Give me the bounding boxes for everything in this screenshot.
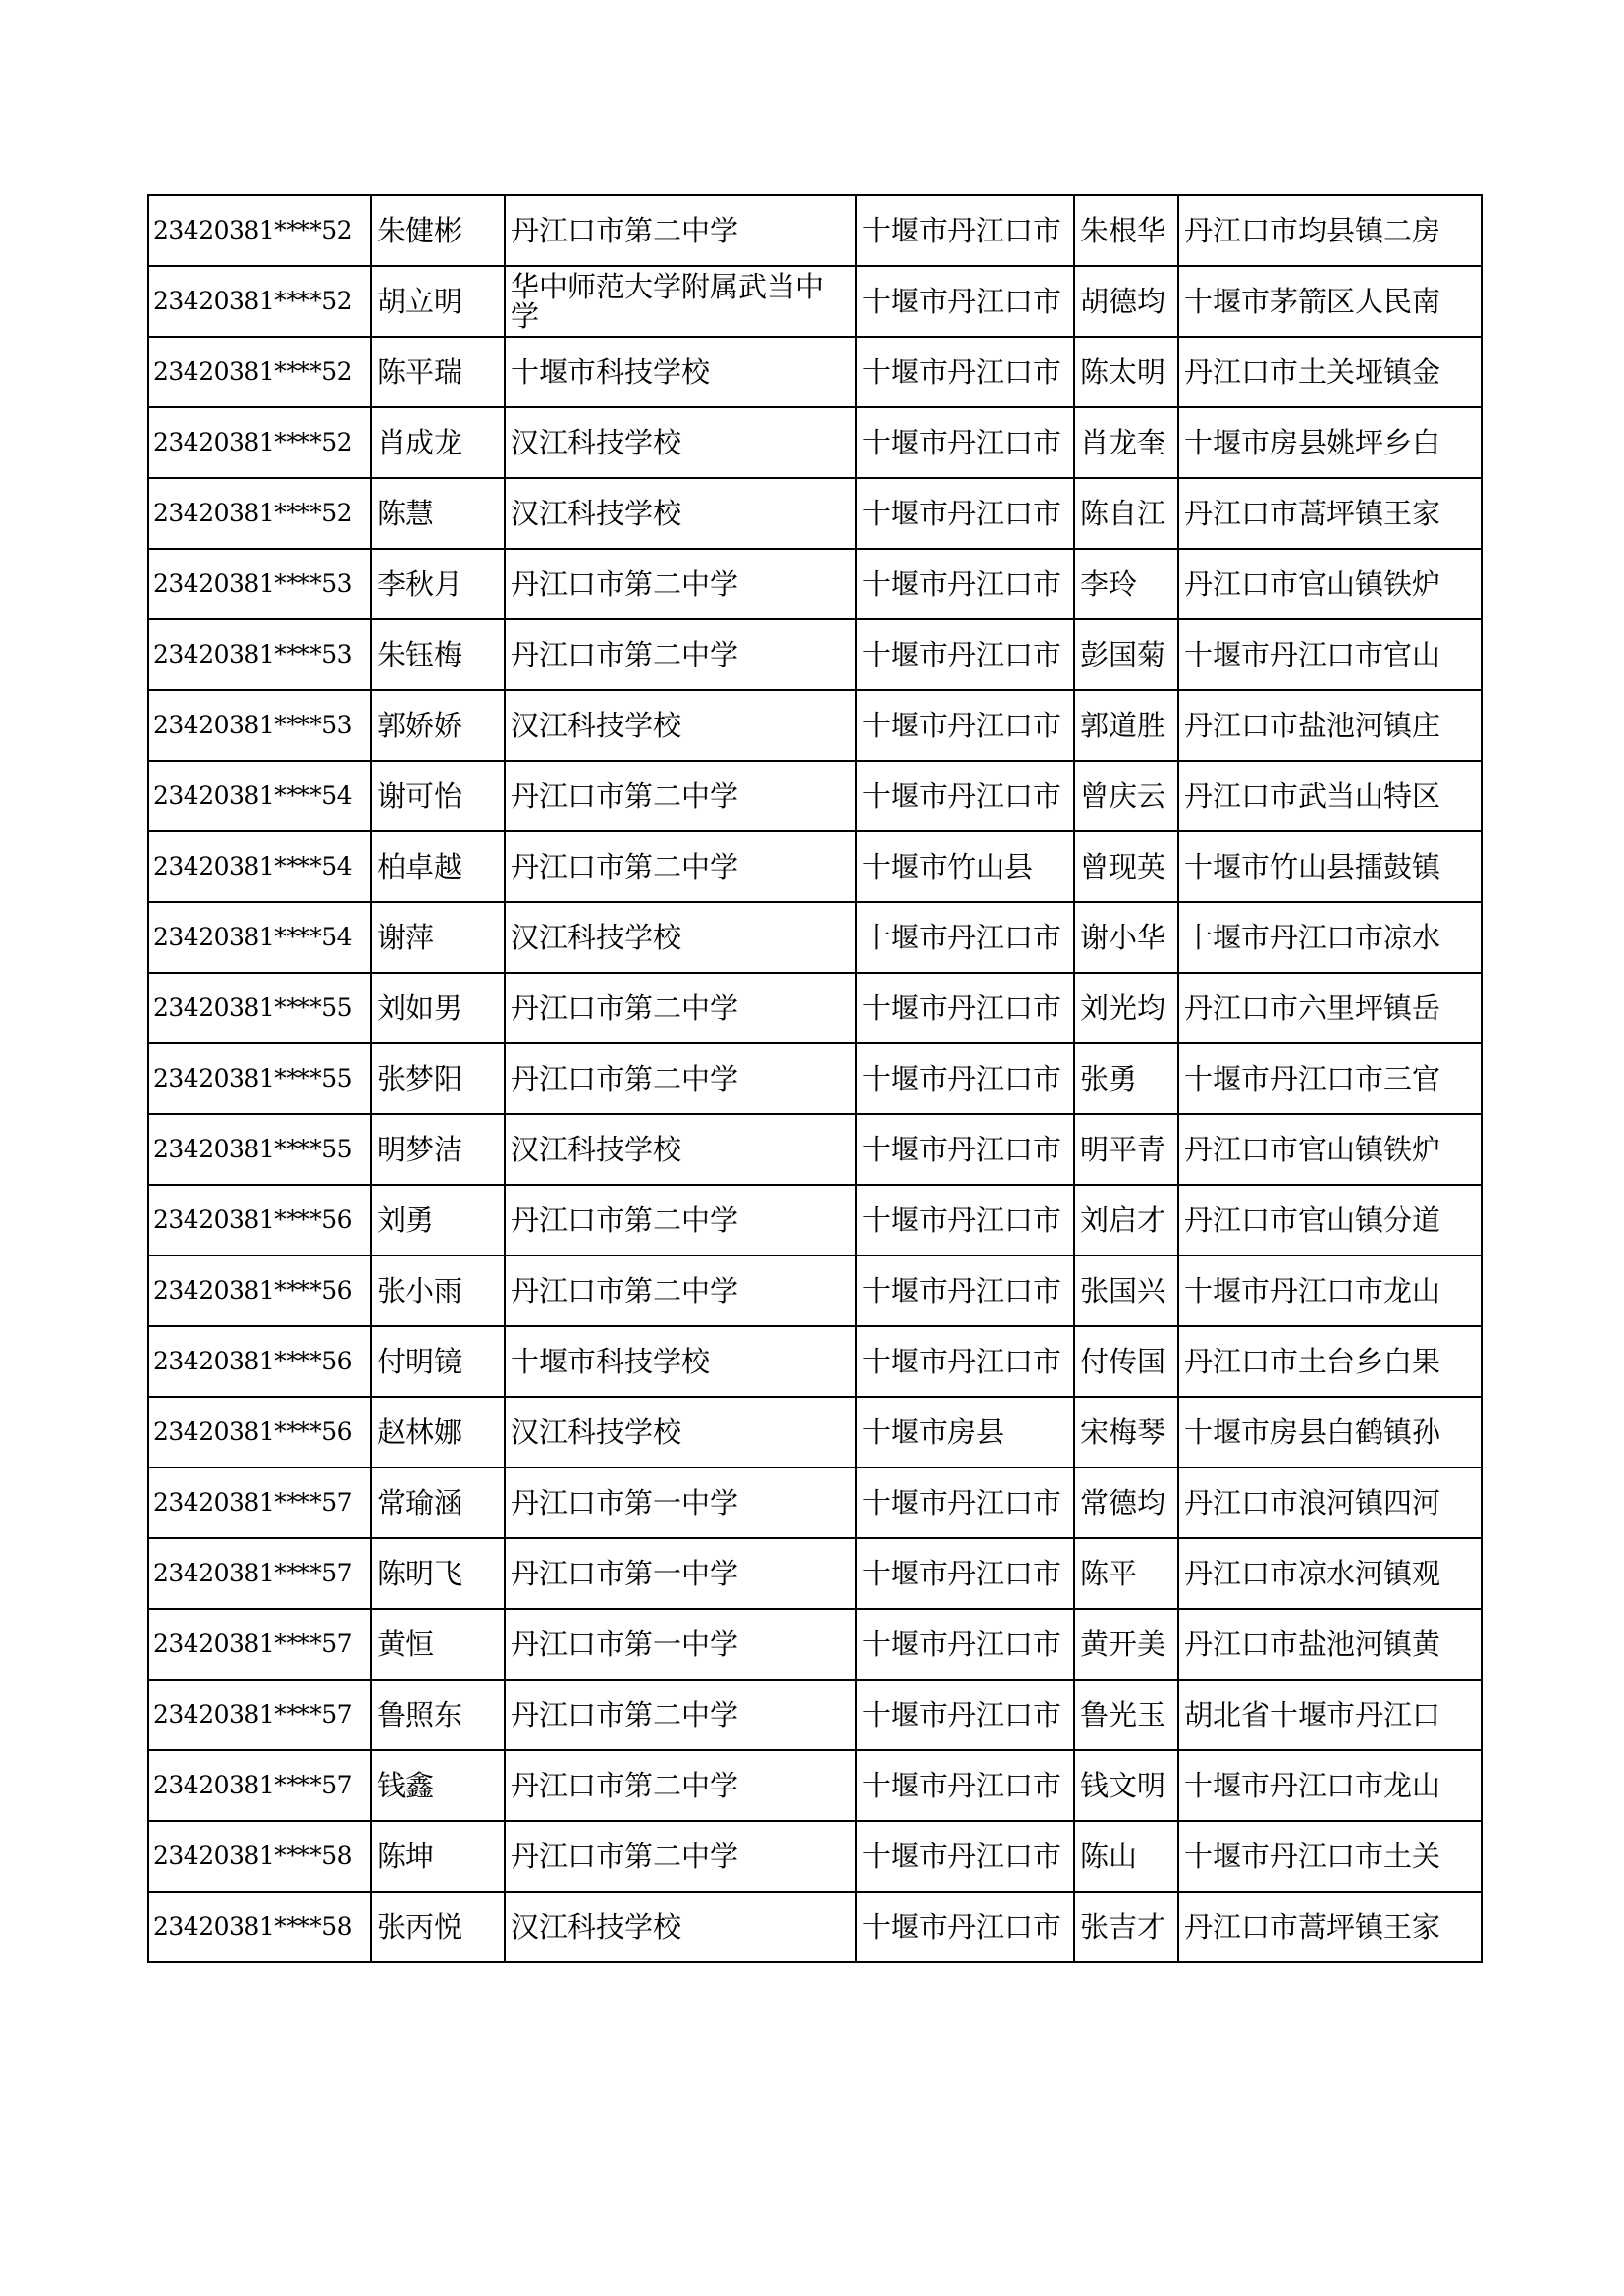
cell-student-name: 朱健彬	[371, 195, 505, 266]
cell-address: 十堰市丹江口市官山	[1178, 619, 1482, 690]
cell-address: 丹江口市土台乡白果	[1178, 1326, 1482, 1397]
cell-id-number: 23420381****54	[148, 831, 371, 902]
cell-region: 十堰市竹山县	[856, 831, 1074, 902]
cell-student-name: 陈慧	[371, 478, 505, 549]
cell-school: 华中师范大学附属武当中学	[505, 266, 856, 337]
cell-student-name: 肖成龙	[371, 407, 505, 478]
cell-address: 丹江口市盐池河镇庄	[1178, 690, 1482, 761]
table-row	[148, 1255, 1482, 1326]
cell-guardian-name: 曾现英	[1074, 831, 1178, 902]
table-row	[148, 1538, 1482, 1609]
cell-student-name: 常瑜涵	[371, 1468, 505, 1538]
table-row	[148, 337, 1482, 407]
cell-school: 丹江口市第二中学	[505, 1821, 856, 1892]
cell-id-number: 23420381****52	[148, 407, 371, 478]
cell-school: 汉江科技学校	[505, 407, 856, 478]
cell-address: 丹江口市盐池河镇黄	[1178, 1609, 1482, 1680]
cell-guardian-name: 张勇	[1074, 1043, 1178, 1114]
table-row	[148, 690, 1482, 761]
cell-region: 十堰市丹江口市	[856, 1609, 1074, 1680]
cell-guardian-name: 张国兴	[1074, 1255, 1178, 1326]
cell-address: 丹江口市蒿坪镇王家	[1178, 1892, 1482, 1962]
table-row	[148, 1750, 1482, 1821]
table-row	[148, 1397, 1482, 1468]
cell-guardian-name: 谢小华	[1074, 902, 1178, 973]
table-row	[148, 1326, 1482, 1397]
cell-region: 十堰市丹江口市	[856, 266, 1074, 337]
cell-id-number: 23420381****56	[148, 1185, 371, 1255]
cell-address: 丹江口市蒿坪镇王家	[1178, 478, 1482, 549]
cell-guardian-name: 常德均	[1074, 1468, 1178, 1538]
cell-school: 丹江口市第二中学	[505, 831, 856, 902]
cell-id-number: 23420381****57	[148, 1468, 371, 1538]
table-row	[148, 1043, 1482, 1114]
roster-table-body	[148, 195, 1482, 1962]
cell-guardian-name: 付传国	[1074, 1326, 1178, 1397]
cell-school: 汉江科技学校	[505, 1397, 856, 1468]
cell-guardian-name: 曾庆云	[1074, 761, 1178, 831]
table-row	[148, 902, 1482, 973]
cell-school: 丹江口市第二中学	[505, 1750, 856, 1821]
cell-guardian-name: 胡德均	[1074, 266, 1178, 337]
cell-student-name: 柏卓越	[371, 831, 505, 902]
cell-guardian-name: 朱根华	[1074, 195, 1178, 266]
cell-id-number: 23420381****54	[148, 761, 371, 831]
cell-school: 丹江口市第一中学	[505, 1609, 856, 1680]
table-row	[148, 973, 1482, 1043]
cell-region: 十堰市丹江口市	[856, 1750, 1074, 1821]
cell-school: 丹江口市第二中学	[505, 1680, 856, 1750]
cell-guardian-name: 钱文明	[1074, 1750, 1178, 1821]
cell-guardian-name: 李玲	[1074, 549, 1178, 619]
cell-student-name: 钱鑫	[371, 1750, 505, 1821]
cell-guardian-name: 郭道胜	[1074, 690, 1178, 761]
cell-guardian-name: 陈平	[1074, 1538, 1178, 1609]
cell-school: 丹江口市第二中学	[505, 973, 856, 1043]
cell-address: 丹江口市凉水河镇观	[1178, 1538, 1482, 1609]
cell-school: 汉江科技学校	[505, 690, 856, 761]
cell-guardian-name: 张吉才	[1074, 1892, 1178, 1962]
cell-region: 十堰市丹江口市	[856, 1043, 1074, 1114]
cell-address: 十堰市丹江口市龙山	[1178, 1255, 1482, 1326]
cell-id-number: 23420381****57	[148, 1609, 371, 1680]
cell-region: 十堰市丹江口市	[856, 1680, 1074, 1750]
cell-student-name: 陈明飞	[371, 1538, 505, 1609]
cell-region: 十堰市丹江口市	[856, 1892, 1074, 1962]
table-row	[148, 831, 1482, 902]
cell-id-number: 23420381****52	[148, 195, 371, 266]
cell-address: 丹江口市官山镇分道	[1178, 1185, 1482, 1255]
cell-address: 胡北省十堰市丹江口	[1178, 1680, 1482, 1750]
cell-id-number: 23420381****53	[148, 549, 371, 619]
cell-address: 十堰市丹江口市三官	[1178, 1043, 1482, 1114]
cell-region: 十堰市丹江口市	[856, 902, 1074, 973]
cell-student-name: 张小雨	[371, 1255, 505, 1326]
cell-student-name: 刘如男	[371, 973, 505, 1043]
table-row	[148, 1468, 1482, 1538]
cell-id-number: 23420381****56	[148, 1255, 371, 1326]
cell-address: 十堰市房县白鹤镇孙	[1178, 1397, 1482, 1468]
cell-school: 丹江口市第二中学	[505, 549, 856, 619]
table-row	[148, 1680, 1482, 1750]
cell-guardian-name: 宋梅琴	[1074, 1397, 1178, 1468]
cell-region: 十堰市丹江口市	[856, 973, 1074, 1043]
cell-student-name: 郭娇娇	[371, 690, 505, 761]
cell-id-number: 23420381****58	[148, 1892, 371, 1962]
cell-school: 十堰市科技学校	[505, 1326, 856, 1397]
cell-id-number: 23420381****53	[148, 690, 371, 761]
cell-address: 丹江口市土关垭镇金	[1178, 337, 1482, 407]
cell-student-name: 陈坤	[371, 1821, 505, 1892]
cell-address: 十堰市丹江口市龙山	[1178, 1750, 1482, 1821]
cell-student-name: 谢可怡	[371, 761, 505, 831]
cell-region: 十堰市丹江口市	[856, 761, 1074, 831]
table-row	[148, 619, 1482, 690]
cell-school: 汉江科技学校	[505, 1114, 856, 1185]
cell-student-name: 朱钰梅	[371, 619, 505, 690]
cell-student-name: 胡立明	[371, 266, 505, 337]
cell-guardian-name: 陈太明	[1074, 337, 1178, 407]
cell-region: 十堰市丹江口市	[856, 1185, 1074, 1255]
cell-region: 十堰市丹江口市	[856, 690, 1074, 761]
cell-student-name: 刘勇	[371, 1185, 505, 1255]
cell-school: 汉江科技学校	[505, 478, 856, 549]
cell-guardian-name: 彭国菊	[1074, 619, 1178, 690]
cell-student-name: 赵林娜	[371, 1397, 505, 1468]
table-row	[148, 1114, 1482, 1185]
cell-school: 汉江科技学校	[505, 1892, 856, 1962]
cell-student-name: 付明镜	[371, 1326, 505, 1397]
cell-address: 丹江口市浪河镇四河	[1178, 1468, 1482, 1538]
cell-student-name: 黄恒	[371, 1609, 505, 1680]
table-row	[148, 266, 1482, 337]
cell-school: 丹江口市第二中学	[505, 195, 856, 266]
cell-region: 十堰市丹江口市	[856, 195, 1074, 266]
cell-guardian-name: 黄开美	[1074, 1609, 1178, 1680]
cell-student-name: 明梦洁	[371, 1114, 505, 1185]
cell-student-name: 张梦阳	[371, 1043, 505, 1114]
cell-student-name: 李秋月	[371, 549, 505, 619]
cell-student-name: 谢萍	[371, 902, 505, 973]
table-row	[148, 1609, 1482, 1680]
cell-school: 丹江口市第二中学	[505, 1043, 856, 1114]
cell-region: 十堰市房县	[856, 1397, 1074, 1468]
cell-region: 十堰市丹江口市	[856, 478, 1074, 549]
cell-id-number: 23420381****57	[148, 1538, 371, 1609]
cell-school: 丹江口市第二中学	[505, 1255, 856, 1326]
cell-id-number: 23420381****52	[148, 337, 371, 407]
cell-guardian-name: 陈自江	[1074, 478, 1178, 549]
cell-school: 丹江口市第一中学	[505, 1538, 856, 1609]
cell-address: 十堰市房县姚坪乡白	[1178, 407, 1482, 478]
cell-student-name: 鲁照东	[371, 1680, 505, 1750]
cell-region: 十堰市丹江口市	[856, 1538, 1074, 1609]
table-row	[148, 1185, 1482, 1255]
cell-id-number: 23420381****52	[148, 266, 371, 337]
cell-school: 丹江口市第一中学	[505, 1468, 856, 1538]
cell-address: 十堰市茅箭区人民南	[1178, 266, 1482, 337]
cell-student-name: 张丙悦	[371, 1892, 505, 1962]
table-row	[148, 478, 1482, 549]
cell-guardian-name: 刘启才	[1074, 1185, 1178, 1255]
cell-id-number: 23420381****57	[148, 1750, 371, 1821]
cell-region: 十堰市丹江口市	[856, 1326, 1074, 1397]
cell-region: 十堰市丹江口市	[856, 1468, 1074, 1538]
cell-id-number: 23420381****53	[148, 619, 371, 690]
cell-school: 丹江口市第二中学	[505, 619, 856, 690]
cell-id-number: 23420381****55	[148, 1043, 371, 1114]
cell-address: 十堰市竹山县擂鼓镇	[1178, 831, 1482, 902]
cell-guardian-name: 明平青	[1074, 1114, 1178, 1185]
table-row	[148, 195, 1482, 266]
cell-address: 丹江口市六里坪镇岳	[1178, 973, 1482, 1043]
cell-address: 十堰市丹江口市土关	[1178, 1821, 1482, 1892]
cell-address: 丹江口市武当山特区	[1178, 761, 1482, 831]
cell-guardian-name: 刘光均	[1074, 973, 1178, 1043]
cell-id-number: 23420381****56	[148, 1397, 371, 1468]
cell-address: 丹江口市官山镇铁炉	[1178, 1114, 1482, 1185]
cell-region: 十堰市丹江口市	[856, 407, 1074, 478]
cell-region: 十堰市丹江口市	[856, 549, 1074, 619]
cell-id-number: 23420381****55	[148, 973, 371, 1043]
cell-id-number: 23420381****56	[148, 1326, 371, 1397]
cell-school: 丹江口市第二中学	[505, 761, 856, 831]
table-row	[148, 549, 1482, 619]
cell-id-number: 23420381****57	[148, 1680, 371, 1750]
cell-address: 丹江口市均县镇二房	[1178, 195, 1482, 266]
cell-region: 十堰市丹江口市	[856, 1255, 1074, 1326]
cell-id-number: 23420381****55	[148, 1114, 371, 1185]
cell-id-number: 23420381****52	[148, 478, 371, 549]
cell-school: 汉江科技学校	[505, 902, 856, 973]
table-row	[148, 761, 1482, 831]
cell-address: 丹江口市官山镇铁炉	[1178, 549, 1482, 619]
table-row	[148, 407, 1482, 478]
table-row	[148, 1892, 1482, 1962]
cell-region: 十堰市丹江口市	[856, 337, 1074, 407]
cell-guardian-name: 陈山	[1074, 1821, 1178, 1892]
cell-id-number: 23420381****54	[148, 902, 371, 973]
cell-guardian-name: 鲁光玉	[1074, 1680, 1178, 1750]
cell-region: 十堰市丹江口市	[856, 1821, 1074, 1892]
table-row	[148, 1821, 1482, 1892]
roster-table	[147, 194, 1483, 1963]
cell-region: 十堰市丹江口市	[856, 619, 1074, 690]
cell-student-name: 陈平瑞	[371, 337, 505, 407]
cell-school: 丹江口市第二中学	[505, 1185, 856, 1255]
cell-id-number: 23420381****58	[148, 1821, 371, 1892]
cell-address: 十堰市丹江口市凉水	[1178, 902, 1482, 973]
cell-region: 十堰市丹江口市	[856, 1114, 1074, 1185]
cell-school: 十堰市科技学校	[505, 337, 856, 407]
cell-guardian-name: 肖龙奎	[1074, 407, 1178, 478]
